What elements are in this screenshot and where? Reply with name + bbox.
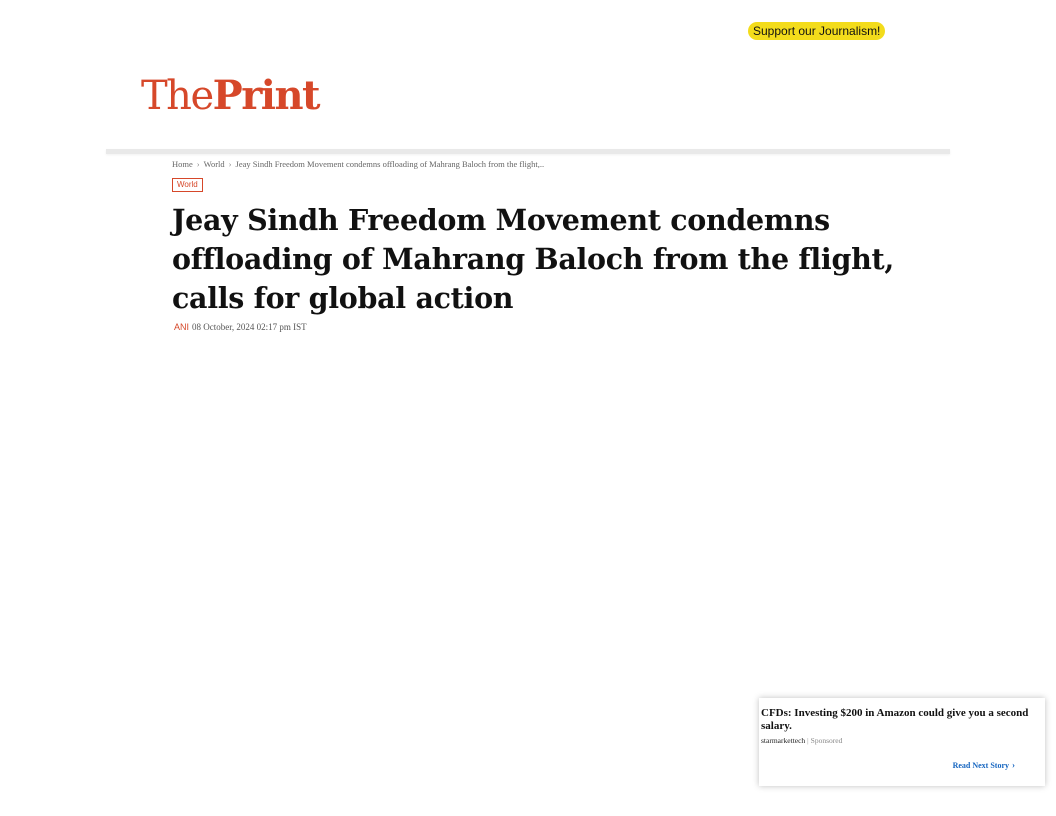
breadcrumb-separator-icon: › bbox=[196, 159, 200, 169]
theprint-logo[interactable] bbox=[141, 70, 319, 122]
breadcrumb-world-link[interactable]: World bbox=[203, 159, 225, 169]
chevron-right-icon: › bbox=[1012, 760, 1015, 770]
article-headline: Jeay Sindh Freedom Movement condemns offloading of Mahrang Baloch from the flight, calls for global action bbox=[172, 203, 894, 315]
sponsored-ad-meta bbox=[761, 736, 842, 746]
ad-source: starmarkettech bbox=[761, 736, 806, 745]
header-divider bbox=[106, 149, 950, 154]
article-byline bbox=[174, 321, 307, 333]
breadcrumb-separator-icon: › bbox=[228, 159, 232, 169]
ad-meta-separator: | bbox=[807, 736, 809, 745]
category-tag-world[interactable]: World bbox=[172, 178, 203, 192]
publish-dateline: 08 October, 2024 02:17 pm IST bbox=[192, 322, 307, 332]
breadcrumb-current: Jeay Sindh Freedom Movement condemns offloading of Mahrang Baloch from the flight,.. bbox=[235, 159, 545, 169]
sponsored-label: Sponsored bbox=[810, 736, 843, 745]
logo-print-text: Print bbox=[212, 72, 320, 119]
support-journalism-button[interactable]: Support our Journalism! bbox=[748, 22, 885, 40]
read-next-story-link[interactable] bbox=[953, 759, 1015, 772]
read-next-label: Read Next Story bbox=[952, 761, 1009, 770]
logo-the-text: The bbox=[141, 73, 213, 119]
next-story-widget[interactable] bbox=[759, 698, 1045, 786]
author-link[interactable]: ANI bbox=[174, 322, 190, 332]
breadcrumb-home-link[interactable]: Home bbox=[172, 159, 193, 169]
sponsored-ad-title[interactable]: CFDs: Investing $200 in Amazon could give you a second salary. bbox=[761, 707, 1029, 732]
breadcrumb bbox=[172, 158, 544, 170]
